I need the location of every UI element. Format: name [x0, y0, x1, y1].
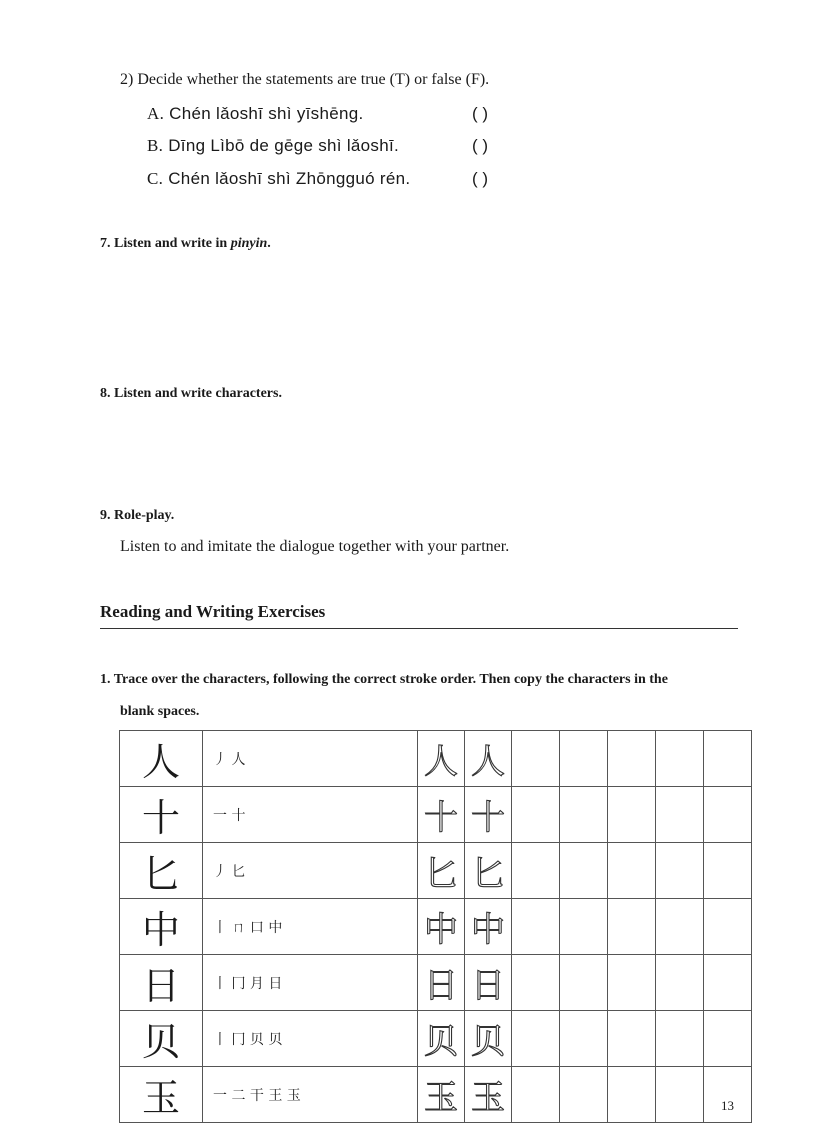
- grid-row: [120, 1011, 752, 1067]
- section-divider: [100, 628, 738, 629]
- blank-copy-cell[interactable]: [512, 787, 560, 843]
- trace-character-cell[interactable]: 贝: [418, 1011, 465, 1067]
- grid-row: [120, 731, 752, 787]
- exercise-number: 9.: [100, 508, 111, 523]
- section-title: Reading and Writing Exercises: [100, 602, 326, 621]
- blank-copy-cell[interactable]: [704, 1067, 752, 1123]
- stroke-order: 一 二 干 王 玉: [203, 1067, 418, 1123]
- blank-copy-cell[interactable]: [704, 787, 752, 843]
- exercise-text: Listen and write characters.: [114, 386, 282, 401]
- blank-copy-cell[interactable]: [656, 899, 704, 955]
- grid-row: [120, 899, 752, 955]
- exercise-number: 1.: [100, 672, 111, 687]
- trace-character-cell[interactable]: 日: [418, 955, 465, 1011]
- statement-text: Chén lǎoshī shì Zhōngguó rén.: [168, 169, 411, 188]
- trace-character-cell[interactable]: 十: [418, 787, 465, 843]
- model-character: 中: [120, 899, 203, 955]
- blank-copy-cell[interactable]: [704, 843, 752, 899]
- blank-copy-cell[interactable]: [560, 1067, 608, 1123]
- blank-copy-cell[interactable]: [512, 731, 560, 787]
- answer-blank-a[interactable]: ( ): [472, 104, 489, 123]
- exercise-9-title: [100, 508, 174, 524]
- blank-copy-cell[interactable]: [608, 1011, 656, 1067]
- blank-copy-cell[interactable]: [704, 731, 752, 787]
- answer-blank-c[interactable]: ( ): [472, 169, 489, 188]
- trace-character-cell[interactable]: 日: [465, 955, 512, 1011]
- model-character: 贝: [120, 1011, 203, 1067]
- tf-question-heading: 2) Decide whether the statements are true (T) or false (F).: [120, 71, 490, 88]
- blank-copy-cell[interactable]: [704, 1011, 752, 1067]
- blank-copy-cell[interactable]: [560, 955, 608, 1011]
- blank-copy-cell[interactable]: [608, 731, 656, 787]
- statement-letter: C.: [147, 169, 164, 188]
- character-practice-grid: [119, 730, 752, 1123]
- trace-character-cell[interactable]: 十: [465, 787, 512, 843]
- exercise-text: Trace over the characters, following the correct stroke order. Then copy the characters in the: [113, 672, 668, 687]
- blank-copy-cell[interactable]: [608, 899, 656, 955]
- exercise-9-instruction: Listen to and imitate the dialogue together with your partner.: [120, 538, 510, 555]
- model-character: 人: [120, 731, 203, 787]
- blank-copy-cell[interactable]: [560, 787, 608, 843]
- blank-copy-cell[interactable]: [656, 731, 704, 787]
- grid-row: [120, 787, 752, 843]
- blank-copy-cell[interactable]: [560, 843, 608, 899]
- blank-copy-cell[interactable]: [608, 1067, 656, 1123]
- stroke-order: 丿 人: [203, 731, 418, 787]
- stroke-order: 一 十: [203, 787, 418, 843]
- blank-copy-cell[interactable]: [656, 1067, 704, 1123]
- blank-copy-cell[interactable]: [560, 899, 608, 955]
- blank-copy-cell[interactable]: [512, 1011, 560, 1067]
- blank-copy-cell[interactable]: [608, 843, 656, 899]
- blank-copy-cell[interactable]: [656, 843, 704, 899]
- grid-row: [120, 955, 752, 1011]
- trace-character-cell[interactable]: 人: [418, 731, 465, 787]
- statement-text: Dīng Lìbō de gēge shì lǎoshī.: [168, 136, 400, 155]
- trace-character-cell[interactable]: 中: [465, 899, 512, 955]
- blank-copy-cell[interactable]: [704, 899, 752, 955]
- statement-text: Chén lǎoshī shì yīshēng.: [169, 104, 364, 123]
- exercise-7-title: [100, 236, 271, 252]
- exercise-8-title: [100, 386, 282, 402]
- statement-letter: A.: [147, 104, 165, 123]
- exercise-text: Role-play.: [114, 508, 175, 523]
- trace-character-cell[interactable]: 贝: [465, 1011, 512, 1067]
- exercise-italic-term: pinyin: [230, 236, 268, 251]
- rw-exercise-1-line1: [100, 672, 668, 688]
- exercise-text: Listen and write in: [114, 236, 228, 251]
- model-character: 日: [120, 955, 203, 1011]
- stroke-order: 丨 ㄇ 口 中: [203, 899, 418, 955]
- blank-copy-cell[interactable]: [512, 955, 560, 1011]
- blank-copy-cell[interactable]: [656, 787, 704, 843]
- stroke-order: 丿 匕: [203, 843, 418, 899]
- answer-blank-b[interactable]: ( ): [472, 136, 489, 155]
- model-character: 匕: [120, 843, 203, 899]
- exercise-number: 7.: [100, 236, 111, 251]
- trace-character-cell[interactable]: 中: [418, 899, 465, 955]
- blank-copy-cell[interactable]: [608, 955, 656, 1011]
- tf-statement-c: [147, 169, 410, 189]
- trace-character-cell[interactable]: 玉: [418, 1067, 465, 1123]
- blank-copy-cell[interactable]: [512, 843, 560, 899]
- trace-character-cell[interactable]: 人: [465, 731, 512, 787]
- blank-copy-cell[interactable]: [656, 1011, 704, 1067]
- tf-statement-a: [147, 104, 364, 124]
- rw-exercise-1-line2: blank spaces.: [120, 704, 200, 719]
- model-character: 十: [120, 787, 203, 843]
- trace-character-cell[interactable]: 匕: [418, 843, 465, 899]
- grid-row: [120, 843, 752, 899]
- blank-copy-cell[interactable]: [704, 955, 752, 1011]
- exercise-period: .: [267, 236, 271, 251]
- blank-copy-cell[interactable]: [560, 1011, 608, 1067]
- blank-copy-cell[interactable]: [608, 787, 656, 843]
- model-character: 玉: [120, 1067, 203, 1123]
- grid-row: [120, 1067, 752, 1123]
- blank-copy-cell[interactable]: [512, 1067, 560, 1123]
- blank-copy-cell[interactable]: [560, 731, 608, 787]
- page-number: 13: [721, 1098, 734, 1113]
- trace-character-cell[interactable]: 匕: [465, 843, 512, 899]
- trace-character-cell[interactable]: 玉: [465, 1067, 512, 1123]
- blank-copy-cell[interactable]: [656, 955, 704, 1011]
- blank-copy-cell[interactable]: [512, 899, 560, 955]
- exercise-number: 8.: [100, 386, 111, 401]
- stroke-order: 丨 冂 贝 贝: [203, 1011, 418, 1067]
- stroke-order: 丨 冂 月 日: [203, 955, 418, 1011]
- statement-letter: B.: [147, 136, 164, 155]
- tf-statement-b: [147, 136, 399, 156]
